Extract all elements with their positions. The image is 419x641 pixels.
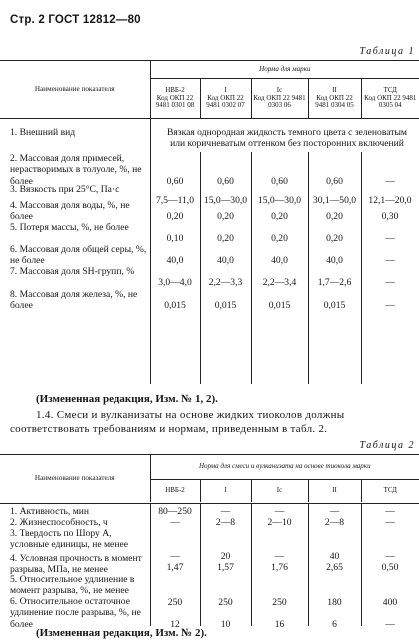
cell-value: 15,0—30,0 — [257, 195, 302, 207]
cell-value: 2,65 — [326, 562, 343, 573]
cell-value: 0,015 — [323, 300, 346, 312]
table1-param-header: Наименование показателя — [0, 61, 150, 118]
row-name: 8. Массовая доля железа, %, не более — [10, 289, 138, 312]
table2-col-header: НВБ-2 — [150, 479, 200, 502]
row-name: 3. Вязкость при 25°С, Па·с — [10, 184, 120, 195]
table1-header-rule — [0, 118, 419, 119]
table2-col-header: Iс — [251, 479, 308, 502]
cell-value: 0,20 — [217, 233, 234, 245]
table2-header — [0, 455, 419, 502]
table1-caption: Таблица 1 — [359, 46, 415, 57]
cell-value: 0,20 — [271, 211, 288, 223]
row-name: 1. Активность, мин — [10, 506, 90, 517]
cell-value: 40,0 — [217, 255, 234, 267]
cell-value: 0,015 — [268, 300, 291, 312]
row-name: 2. Массовая доля примесей, нерастворимых в толуоле, %, не более — [10, 153, 142, 187]
row-name: 5. Относительное удлинение в момент разрыва, %, не менее — [10, 574, 135, 597]
cell-value: 0,20 — [217, 211, 234, 223]
table1-col-header: НВБ-2 Код ОКП 22 9481 0301 08 — [150, 78, 200, 118]
cell-value: 0,60 — [217, 175, 234, 187]
cell-value: 12,1—20,0 — [368, 195, 412, 207]
cell-value: — — [385, 550, 395, 562]
cell-value: 2—8 — [215, 517, 236, 528]
table2-col-header: ТСД — [383, 486, 397, 494]
cell-value: — — [274, 550, 285, 562]
table2-col-header: I — [200, 479, 251, 502]
cell-value: 80—250 — [158, 506, 192, 517]
cell-value: 1,57 — [217, 562, 234, 573]
cell-value: 40,0 — [326, 255, 343, 267]
table2-divider — [361, 503, 362, 626]
cell-value: 15,0—30,0 — [203, 195, 248, 207]
cell-value: — — [385, 255, 395, 267]
cell-value: 0,20 — [326, 233, 343, 245]
cell-value: 30,1—50,0 — [312, 195, 357, 207]
cell-value: 7,5—11,0 — [155, 195, 195, 207]
cell-value: — — [385, 277, 395, 289]
row-name: 2. Жизнеспособность, ч — [10, 517, 108, 528]
table2-param-header: Наименование показателя — [0, 455, 150, 502]
cell-value: — — [385, 175, 395, 187]
cell-value: 2—10 — [267, 517, 292, 528]
amendment-note-2: (Измененная редакция, Изм. № 2). — [36, 627, 207, 639]
cell-value: 400 — [382, 596, 398, 608]
table1-col-header: Iс Код ОКП 22 9481 0303 06 — [251, 78, 308, 118]
table1-divider — [361, 152, 362, 384]
cell-value: 40,0 — [166, 255, 184, 267]
cell-value: 20 — [220, 550, 231, 562]
cell-value: — — [385, 300, 395, 312]
row-name: 1. Внешний вид — [10, 127, 76, 138]
row-name: 6. Массовая доля общей серы, %, не более — [10, 244, 147, 267]
cell-value: 250 — [167, 596, 183, 608]
paragraph-1-4: 1.4. Смеси и вулканизаты на основе жидких тиоколов должны соответствовать требованиям и нормам, приведенным в табл. 2. — [10, 409, 345, 435]
table1-col-header: I Код ОКП 22 9481 0302 07 — [200, 78, 251, 118]
table1-col-header: II Код ОКП 22 9481 0304 05 — [308, 78, 361, 118]
row-name: 4. Массовая доля воды, %, не более — [10, 200, 130, 223]
cell-value: — — [385, 233, 395, 245]
table1-divider — [150, 152, 151, 384]
table2-divider — [308, 503, 309, 626]
row-name: 4. Условная прочность в момент разрыва, МПа, не менее — [10, 553, 142, 576]
table2-caption: Таблица 2 — [359, 440, 415, 451]
cell-value: — — [170, 517, 180, 528]
cell-value: 0,20 — [271, 233, 288, 245]
row-name: 6. Относительное остаточное удлинение после разрыва, %, не более — [10, 596, 141, 630]
cell-value: 0,20 — [326, 211, 343, 223]
cell-value: 0,015 — [214, 300, 237, 312]
cell-value: — — [170, 550, 180, 562]
cell-value: 0,60 — [271, 175, 288, 187]
table2-col-header: II — [308, 479, 361, 502]
table1-divider — [251, 152, 252, 384]
row-value: Вязкая однородная жидкость темного цвета с зеленоватым или коричневатым оттенком без посторонних включений — [167, 127, 407, 150]
cell-value: — — [385, 618, 395, 630]
cell-value: — — [329, 506, 340, 517]
page-header: Стр. 2 ГОСТ 12812—80 — [10, 14, 141, 26]
cell-value: 0,30 — [381, 211, 399, 223]
cell-value: 10 — [220, 618, 231, 630]
row-name: 5. Потеря массы, %, не более — [10, 222, 129, 233]
cell-value: 0,015 — [164, 300, 186, 312]
table2-divider — [150, 503, 151, 626]
cell-value: 3,0—4,0 — [158, 277, 192, 289]
cell-value: 40 — [329, 550, 340, 562]
cell-value: 250 — [272, 596, 287, 608]
cell-value: 40,0 — [271, 255, 288, 267]
table1-divider — [150, 118, 151, 152]
amendment-note-1: (Измененная редакция, Изм. № 1, 2). — [36, 393, 218, 405]
table1-header — [0, 61, 419, 118]
table1-span-header: Норма для марки — [150, 61, 419, 78]
cell-value: 6 — [332, 618, 337, 630]
cell-value: 1,47 — [166, 562, 184, 573]
cell-value: 1,7—2,6 — [317, 277, 352, 289]
cell-value: 2—8 — [324, 517, 345, 528]
cell-value: — — [385, 506, 395, 517]
cell-value: 0,10 — [166, 233, 184, 245]
table2-span-header: Норма для смеси и вулканизата на основе тиокола марки — [150, 455, 419, 479]
cell-value: 0,60 — [326, 175, 343, 187]
cell-value: 0,60 — [166, 175, 184, 187]
table2-header-rule — [0, 503, 419, 504]
cell-value: 12 — [170, 618, 180, 630]
table2-divider — [251, 503, 252, 626]
cell-value: — — [274, 506, 285, 517]
cell-value: 0,50 — [381, 562, 399, 573]
cell-value: — — [220, 506, 231, 517]
cell-value: 0,20 — [166, 211, 184, 223]
table1-col-header: ТСД Код ОКП 22 9481 0305 04 — [364, 86, 417, 109]
table1-divider — [308, 152, 309, 384]
row-name: 7. Массовая доля SH-групп, % — [10, 266, 135, 277]
cell-value: 2,2—3,3 — [208, 277, 243, 289]
cell-value: 16 — [274, 618, 285, 630]
cell-value: 1,76 — [271, 562, 288, 573]
row-name: 3. Твердость по Шору А, условные единицы, не менее — [10, 528, 128, 551]
table1-divider — [200, 152, 201, 384]
cell-value: 250 — [218, 596, 233, 608]
table2-divider — [200, 503, 201, 626]
cell-value: — — [385, 517, 395, 528]
cell-value: 180 — [327, 596, 342, 608]
cell-value: 2,2—3,4 — [262, 277, 297, 289]
